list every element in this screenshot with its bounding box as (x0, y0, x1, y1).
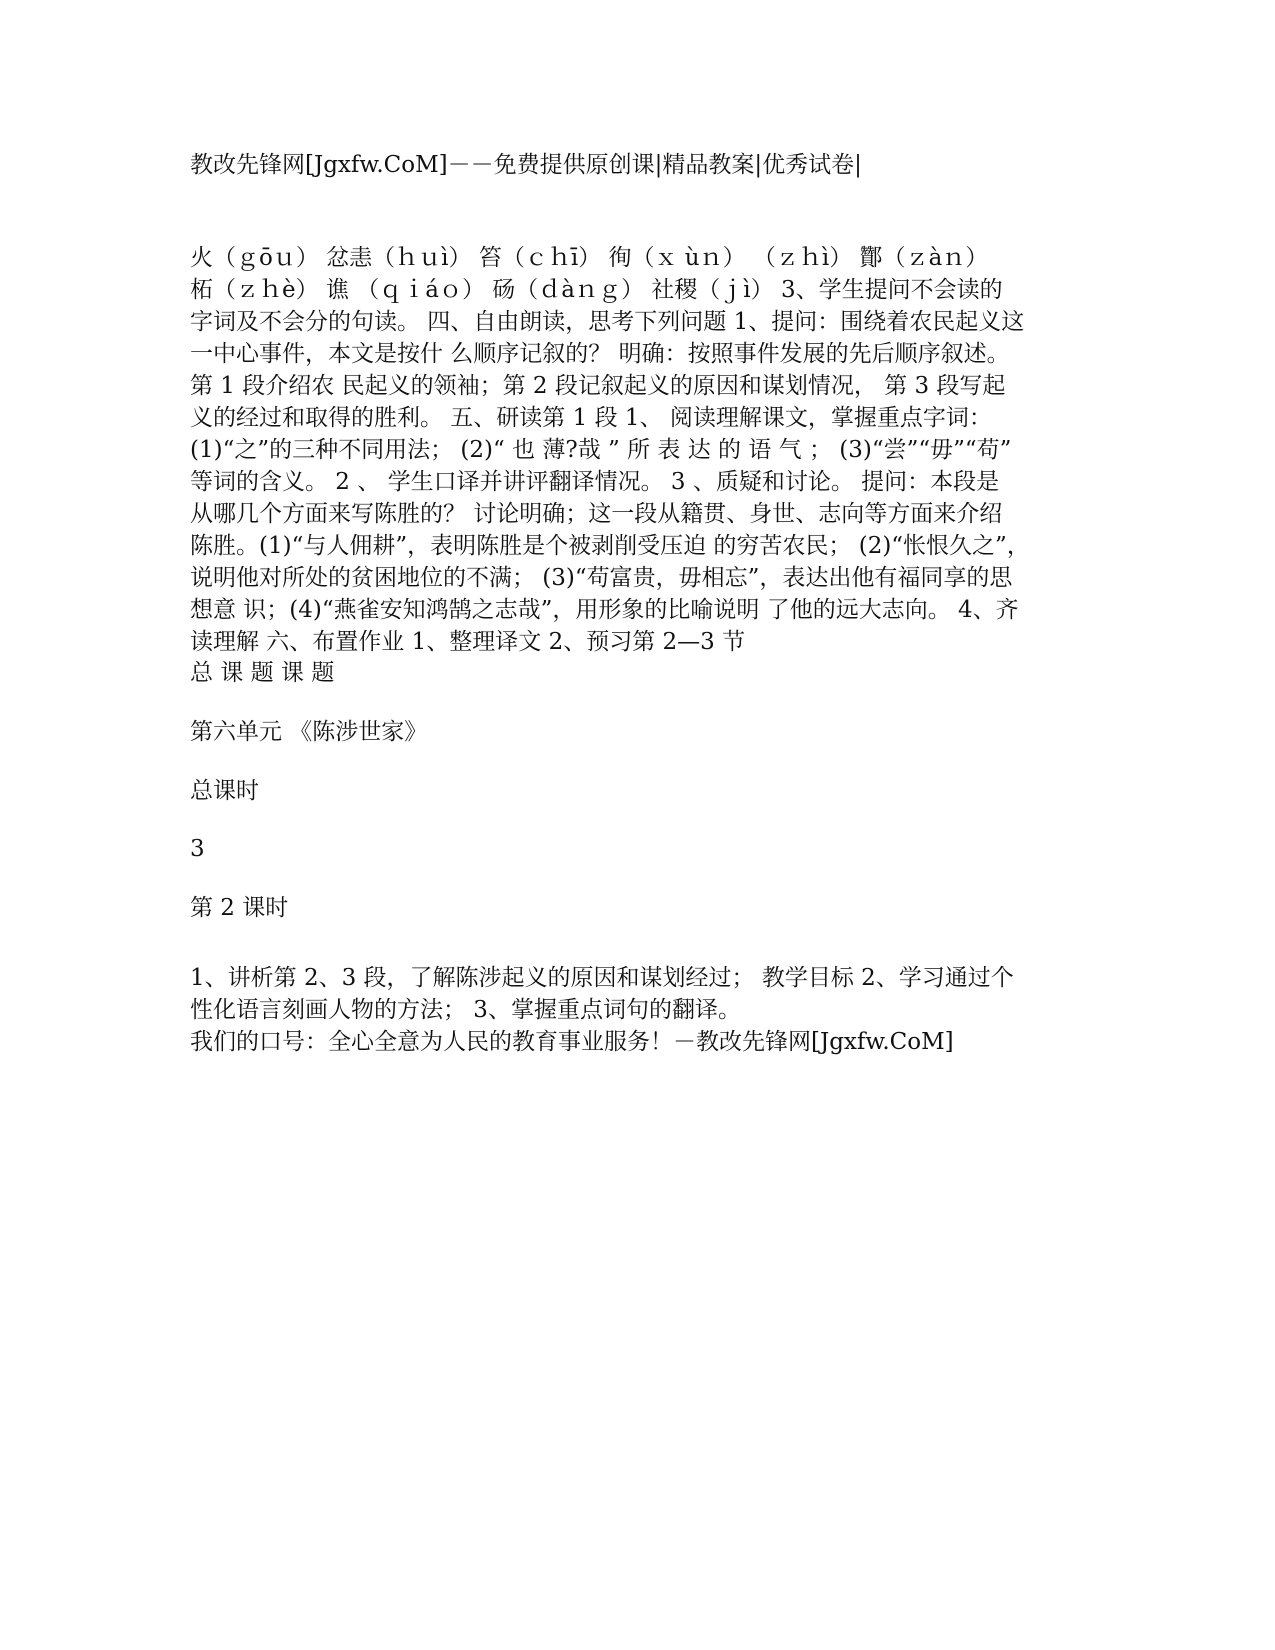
body-line: 等词的含义。 2 、 学生口译并讲评翻译情况。 3 、质疑和讨论。 提问：本段是 (190, 469, 1000, 495)
goal-line: 性化语言刻画人物的方法； 3、掌握重点词句的翻译。 (190, 997, 741, 1023)
lesson-body-paragraph (190, 242, 1105, 658)
topic-label: 总 课 题 课 题 (190, 660, 335, 686)
unit-title: 第六单元 《陈涉世家》 (190, 719, 428, 745)
body-line: 第 1 段介绍农 民起义的领袖；第 2 段记叙起义的原因和谋划情况， 第 3 段写起 (190, 373, 1006, 399)
body-line: 读理解 六、布置作业 1、整理译文 2、预习第 2—3 节 (190, 629, 746, 655)
body-line: 柘（ｚｈè） 谯 （ｑｉáｏ） 砀（ｄàｎｇ） 社稷（ｊì） 3、学生提问不会读的 (190, 277, 1003, 303)
body-line: 从哪几个方面来写陈胜的？ 讨论明确；这一段从籍贯、身世、志向等方面来介绍 (190, 501, 1003, 527)
goal-line: 1、讲析第 2、3 段，了解陈涉起义的原因和谋划经过； 教学目标 2、学习通过个 (190, 965, 1014, 991)
body-line: 义的经过和取得的胜利。 五、研读第 1 段 1、 阅读理解课文，掌握重点字词： (190, 405, 992, 431)
body-line: 陈胜。(1)“与人佣耕”，表明陈胜是个被剥削受压迫 的穷苦农民； (2)“怅恨久之”， (190, 533, 1030, 559)
slogan-line: 我们的口号：全心全意为人民的教育事业服务！－教改先锋网[Jgxfw.CoM] (190, 1029, 954, 1055)
body-line: 字词及不会分的句读。 四、自由朗读，思考下列问题 1、提问：围绕着农民起义这 (190, 309, 1025, 335)
body-line: 想意 识；(4)“燕雀安知鸿鹄之志哉”，用形象的比喻说明 了他的远大志向。 4、齐 (190, 597, 1019, 623)
total-hours-label: 总课时 (190, 778, 259, 804)
body-line: (1)“之”的三种不同用法； (2)“ 也 薄?哉 ” 所 表 达 的 语 气 ； (3)“尝”“毋”“苟” (190, 437, 1012, 463)
body-line: 火（ｇōｕ） 忿恚（ｈｕì） 笞（ｃｈī） 徇（ｘ ùｎ） （ｚｈì） 酇（ｚàｎ） (190, 245, 989, 271)
body-line: 一中心事件，本文是按什 么顺序记叙的？ 明确：按照事件发展的先后顺序叙述。 (190, 341, 1010, 367)
site-header-line: 教改先锋网[Jgxfw.CoM]－－免费提供原创课|精品教案|优秀试卷| (190, 152, 862, 178)
body-line: 说明他对所处的贫困地位的不满； (3)“苟富贵，毋相忘”，表达出他有福同享的思 (190, 565, 1013, 591)
lesson-number: 第 2 课时 (190, 895, 289, 921)
total-hours-value: 3 (190, 836, 205, 862)
teaching-goals-block (190, 962, 1014, 1058)
